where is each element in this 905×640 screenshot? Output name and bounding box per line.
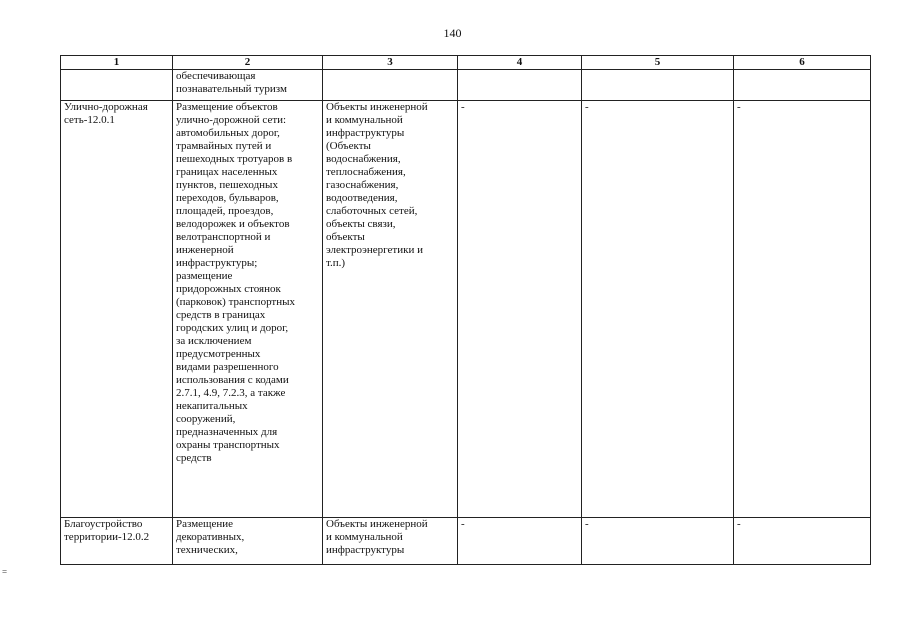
table-row-continuation <box>61 70 871 101</box>
cell-col-6: - <box>734 518 871 565</box>
cell-auxiliary-uses: Объекты инженерной и коммунальной инфраструктуры (Объекты водоснабжения, теплоснабжения, газоснабжения, водоотведения, слаботочных сетей, объекты связи, объекты электроэнергетики и т.п.) <box>323 101 458 518</box>
cell-auxiliary-uses <box>323 70 458 101</box>
cell-use-type <box>61 70 173 101</box>
header-col-5: 5 <box>582 56 734 70</box>
margin-mark: = <box>2 567 8 577</box>
header-col-1: 1 <box>61 56 173 70</box>
cell-use-type: Улично-дорожная сеть-12.0.1 <box>61 101 173 518</box>
page-number: 140 <box>443 26 462 40</box>
cell-col-5 <box>582 70 734 101</box>
cell-col-4: - <box>458 101 582 518</box>
cell-auxiliary-uses: Объекты инженерной и коммунальной инфраструктуры <box>323 518 458 565</box>
header-col-4: 4 <box>458 56 582 70</box>
cell-col-4 <box>458 70 582 101</box>
cell-col-4: - <box>458 518 582 565</box>
land-use-table <box>60 55 871 565</box>
cell-col-5: - <box>582 518 734 565</box>
header-col-2: 2 <box>173 56 323 70</box>
cell-description: обеспечивающая познавательный туризм <box>173 70 323 101</box>
header-col-3: 3 <box>323 56 458 70</box>
cell-use-type: Благоустройство территории-12.0.2 <box>61 518 173 565</box>
header-col-6: 6 <box>734 56 871 70</box>
table-row-street-network <box>61 101 871 518</box>
table-row-landscaping <box>61 518 871 565</box>
header-row <box>61 56 871 70</box>
cell-col-5: - <box>582 101 734 518</box>
cell-description: Размещение объектов улично-дорожной сети: автомобильных дорог, трамвайных путей и пешеходных тротуаров в границах населенных пунктов, пешеходных переходов, бульваров, площадей, проездов, велодорожек и объектов велотранспортной и инженерной инфраструктуры; размещение придорожных стоянок (парковок) транспортных средств в границах городских улиц и дорог, за исключением предусмотренных видами разрешенного использования с кодами 2.7.1, 4.9, 7.2.3, а также некапитальных сооружений, предназначенных для охраны транспортных средств <box>173 101 323 518</box>
cell-description: Размещение декоративных, технических, <box>173 518 323 565</box>
cell-col-6 <box>734 70 871 101</box>
cell-col-6: - <box>734 101 871 518</box>
